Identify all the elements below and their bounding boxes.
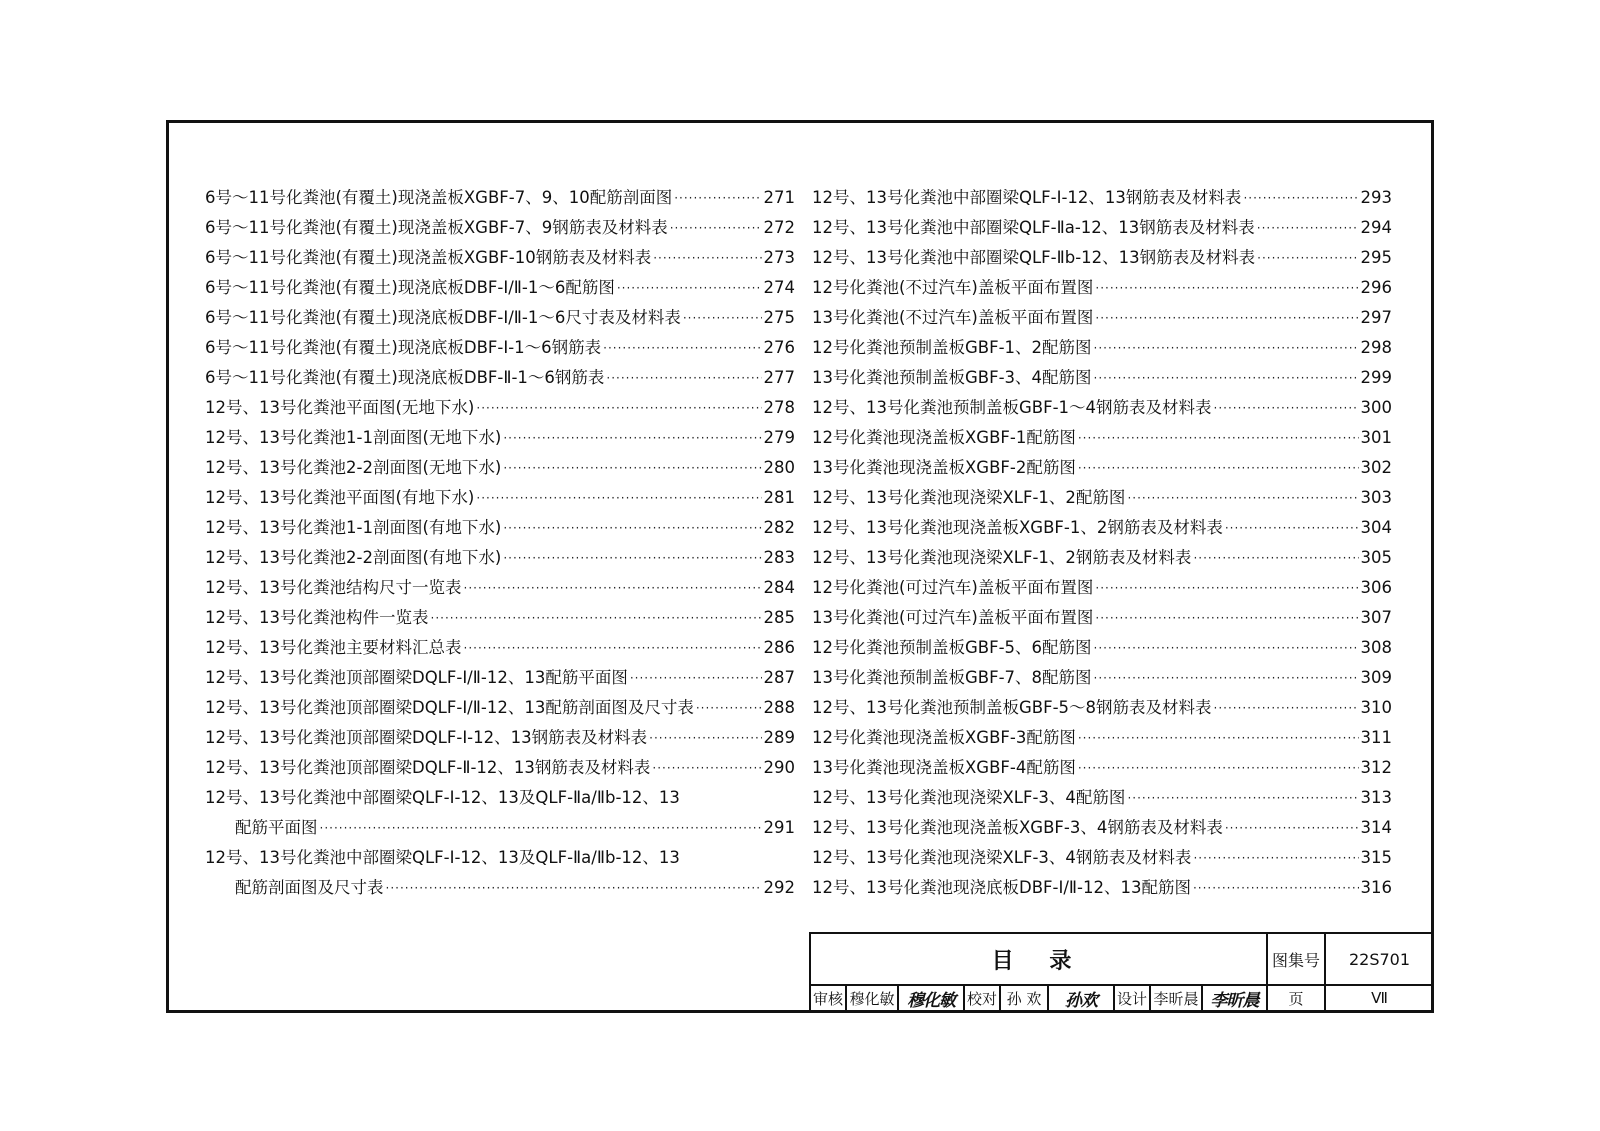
toc-entry <box>812 423 1392 453</box>
design-name: 李昕晨 <box>1149 984 1201 1012</box>
dot-leader <box>431 603 762 633</box>
toc-entry-title: 12号、13号化粪池现浇梁XLF-3、4配筋图 <box>812 788 1126 807</box>
toc-entry <box>812 573 1392 603</box>
toc-entry-title: 13号化粪池预制盖板GBF-7、8配筋图 <box>812 668 1092 687</box>
toc-entry-title: 13号化粪池预制盖板GBF-3、4配筋图 <box>812 368 1092 387</box>
toc-entry-title: 12号化粪池(可过汽车)盖板平面布置图 <box>812 578 1094 597</box>
toc-entry-page: 275 <box>763 308 795 327</box>
toc-entry-title-line2: 配筋剖面图及尺寸表 <box>235 878 384 897</box>
toc-entry-title: 13号化粪池现浇盖板XGBF-4配筋图 <box>812 758 1076 777</box>
toc-entry-line2 <box>205 873 795 903</box>
toc-entry-title: 12号、13号化粪池预制盖板GBF-1～4钢筋表及材料表 <box>812 398 1212 417</box>
dot-leader <box>1094 363 1359 393</box>
toc-entry-page: 307 <box>1360 608 1392 627</box>
toc-entry-page: 302 <box>1360 458 1392 477</box>
toc-entry <box>812 363 1392 393</box>
toc-entry-page: 274 <box>763 278 795 297</box>
toc-entry <box>205 633 795 663</box>
toc-entry-page: 313 <box>1360 788 1392 807</box>
dot-leader <box>320 813 762 843</box>
toc-entry <box>812 483 1392 513</box>
toc-entry-page: 296 <box>1360 278 1392 297</box>
toc-entry <box>205 513 795 543</box>
toc-entry-page: 310 <box>1360 698 1392 717</box>
toc-entry <box>205 183 795 213</box>
toc-entry-page: 285 <box>763 608 795 627</box>
toc-entry <box>812 183 1392 213</box>
toc-entry <box>205 483 795 513</box>
page-label: 页 <box>1266 984 1324 1012</box>
toc-entry <box>812 453 1392 483</box>
toc-entry-page: 276 <box>763 338 795 357</box>
toc-left-column <box>205 183 795 903</box>
toc-entry-page: 283 <box>763 548 795 567</box>
toc-entry-page: 308 <box>1360 638 1392 657</box>
toc-entry-page: 304 <box>1360 518 1392 537</box>
dot-leader <box>1225 513 1359 543</box>
toc-entry-title: 12号化粪池预制盖板GBF-5、6配筋图 <box>812 638 1092 657</box>
toc-entry <box>812 873 1392 903</box>
dot-leader <box>464 573 762 603</box>
toc-entry-title: 12号、13号化粪池顶部圈梁DQLF-Ⅰ/Ⅱ-12、13配筋平面图 <box>205 668 628 687</box>
page-number: Ⅶ <box>1324 984 1433 1012</box>
toc-entry-page: 279 <box>763 428 795 447</box>
design-label: 设计 <box>1113 984 1149 1012</box>
toc-entry-page: 272 <box>763 218 795 237</box>
sheet-title: 目 录 <box>991 948 1086 974</box>
toc-entry-page: 292 <box>763 878 795 897</box>
dot-leader <box>503 453 761 483</box>
toc-entry-line2 <box>205 813 795 843</box>
toc-entry <box>205 693 795 723</box>
toc-entry <box>812 543 1392 573</box>
toc-entry <box>812 603 1392 633</box>
toc-entry-title: 12号化粪池现浇盖板XGBF-1配筋图 <box>812 428 1076 447</box>
dot-leader <box>1095 573 1358 603</box>
toc-entry-title: 6号～11号化粪池(有覆土)现浇盖板XGBF-7、9、10配筋剖面图 <box>205 188 673 207</box>
toc-entry-page: 291 <box>763 818 795 837</box>
toc-entry <box>205 393 795 423</box>
toc-entry-title: 12号、13号化粪池现浇梁XLF-3、4钢筋表及材料表 <box>812 848 1192 867</box>
toc-entry-page: 314 <box>1360 818 1392 837</box>
toc-entry-title: 12号化粪池预制盖板GBF-1、2配筋图 <box>812 338 1092 357</box>
toc-entry-title: 12号、13号化粪池中部圈梁QLF-Ⅰ-12、13钢筋表及材料表 <box>812 188 1242 207</box>
toc-entry-page: 273 <box>763 248 795 267</box>
toc-entry <box>205 363 795 393</box>
toc-right-column <box>812 183 1392 903</box>
dot-leader <box>1078 753 1359 783</box>
toc-entry-page: 300 <box>1360 398 1392 417</box>
dot-leader <box>1214 693 1359 723</box>
toc-entry-page: 290 <box>763 758 795 777</box>
toc-entry-title: 12号、13号化粪池结构尺寸一览表 <box>205 578 462 597</box>
toc-entry-page: 278 <box>763 398 795 417</box>
dot-leader <box>1257 213 1359 243</box>
toc-entry-title: 6号～11号化粪池(有覆土)现浇底板DBF-Ⅱ-1～6钢筋表 <box>205 368 605 387</box>
check-name: 孙 欢 <box>999 984 1047 1012</box>
toc-entry <box>812 693 1392 723</box>
dot-leader <box>617 273 762 303</box>
review-signature: 穆化敏 <box>897 984 963 1012</box>
toc-entry <box>205 663 795 693</box>
dot-leader <box>1095 303 1358 333</box>
toc-entry-title-line2: 配筋平面图 <box>235 818 318 837</box>
toc-entry <box>812 513 1392 543</box>
toc-entry-page: 287 <box>763 668 795 687</box>
design-signature: 李昕晨 <box>1201 984 1266 1012</box>
toc-entry <box>812 243 1392 273</box>
toc-entry-page: 284 <box>763 578 795 597</box>
toc-entry-title-line1: 12号、13号化粪池中部圈梁QLF-Ⅰ-12、13及QLF-Ⅱa/Ⅱb-12、13 <box>205 848 680 867</box>
toc-entry <box>812 333 1392 363</box>
toc-entry <box>812 813 1392 843</box>
toc-entry-title: 12号、13号化粪池现浇梁XLF-1、2钢筋表及材料表 <box>812 548 1192 567</box>
toc-entry-title: 12号、13号化粪池顶部圈梁DQLF-Ⅰ/Ⅱ-12、13配筋剖面图及尺寸表 <box>205 698 694 717</box>
dot-leader <box>1094 633 1359 663</box>
toc-entry <box>812 633 1392 663</box>
toc-entry <box>205 753 795 783</box>
dot-leader <box>606 363 761 393</box>
check-signature: 孙欢 <box>1047 984 1113 1012</box>
toc-entry-page: 297 <box>1360 308 1392 327</box>
toc-entry-multiline <box>205 783 795 843</box>
toc-entry <box>205 723 795 753</box>
toc-entry-title: 6号～11号化粪池(有覆土)现浇底板DBF-Ⅰ-1～6钢筋表 <box>205 338 602 357</box>
title-block-row-bottom <box>811 984 1431 1012</box>
atlas-number-label: 图集号 <box>1266 934 1324 984</box>
toc-entry <box>205 303 795 333</box>
toc-entry-title: 12号、13号化粪池构件一览表 <box>205 608 429 627</box>
toc-entry-title: 6号～11号化粪池(有覆土)现浇底板DBF-Ⅰ/Ⅱ-1～6尺寸表及材料表 <box>205 308 681 327</box>
toc-entry-title: 12号、13号化粪池现浇底板DBF-Ⅰ/Ⅱ-12、13配筋图 <box>812 878 1191 897</box>
toc-entry-title: 12号、13号化粪池2-2剖面图(有地下水) <box>205 548 502 567</box>
toc-entry <box>205 423 795 453</box>
dot-leader <box>1193 843 1358 873</box>
toc-entry <box>812 273 1392 303</box>
dot-leader <box>1078 723 1359 753</box>
dot-leader <box>683 303 762 333</box>
toc-entry <box>812 723 1392 753</box>
toc-entry-page: 277 <box>763 368 795 387</box>
dot-leader <box>503 513 761 543</box>
toc-entry-page: 303 <box>1360 488 1392 507</box>
toc-entry-title: 12号、13号化粪池1-1剖面图(无地下水) <box>205 428 502 447</box>
toc-entry-title: 13号化粪池(可过汽车)盖板平面布置图 <box>812 608 1094 627</box>
toc-entry-page: 282 <box>763 518 795 537</box>
toc-entry-title: 13号化粪池现浇盖板XGBF-2配筋图 <box>812 458 1076 477</box>
toc-entry-title: 12号、13号化粪池现浇盖板XGBF-3、4钢筋表及材料表 <box>812 818 1223 837</box>
dot-leader <box>652 753 761 783</box>
dot-leader <box>1225 813 1359 843</box>
toc-entry <box>205 243 795 273</box>
toc-entry-title: 13号化粪池(不过汽车)盖板平面布置图 <box>812 308 1094 327</box>
dot-leader <box>649 723 761 753</box>
toc-entry <box>205 573 795 603</box>
dot-leader <box>1095 603 1358 633</box>
toc-entry-title: 12号化粪池现浇盖板XGBF-3配筋图 <box>812 728 1076 747</box>
toc-entry-page: 295 <box>1360 248 1392 267</box>
toc-entry <box>812 393 1392 423</box>
toc-entry-title: 12号、13号化粪池主要材料汇总表 <box>205 638 462 657</box>
toc-entry <box>812 213 1392 243</box>
toc-entry-page: 288 <box>763 698 795 717</box>
toc-entry-page: 312 <box>1360 758 1392 777</box>
toc-entry-page: 311 <box>1360 728 1392 747</box>
toc-entry-page: 289 <box>763 728 795 747</box>
toc-entry-page: 281 <box>763 488 795 507</box>
toc-entry-title: 6号～11号化粪池(有覆土)现浇盖板XGBF-10钢筋表及材料表 <box>205 248 652 267</box>
dot-leader <box>386 873 762 903</box>
dot-leader <box>503 543 761 573</box>
toc-entry-page: 271 <box>763 188 795 207</box>
toc-entry-page: 315 <box>1360 848 1392 867</box>
atlas-number: 22S701 <box>1324 934 1433 984</box>
dot-leader <box>670 213 762 243</box>
toc-entry-title: 12号、13号化粪池现浇梁XLF-1、2配筋图 <box>812 488 1126 507</box>
dot-leader <box>476 483 761 513</box>
toc-entry <box>205 543 795 573</box>
toc-entry <box>205 603 795 633</box>
toc-entry-title: 12号、13号化粪池顶部圈梁DQLF-Ⅰ-12、13钢筋表及材料表 <box>205 728 648 747</box>
dot-leader <box>503 423 761 453</box>
review-name: 穆化敏 <box>845 984 897 1012</box>
toc-entry <box>205 273 795 303</box>
dot-leader <box>1193 543 1358 573</box>
toc-entry <box>812 663 1392 693</box>
toc-entry-page: 306 <box>1360 578 1392 597</box>
toc-entry-page: 309 <box>1360 668 1392 687</box>
toc-entry-page: 298 <box>1360 338 1392 357</box>
toc-entry-page: 280 <box>763 458 795 477</box>
dot-leader <box>1257 243 1358 273</box>
dot-leader <box>1078 423 1359 453</box>
toc-entry-page: 316 <box>1360 878 1392 897</box>
dot-leader <box>464 633 762 663</box>
toc-entry <box>205 453 795 483</box>
dot-leader <box>674 183 761 213</box>
dot-leader <box>1127 483 1358 513</box>
toc-entry-title: 12号化粪池(不过汽车)盖板平面布置图 <box>812 278 1094 297</box>
toc-entry-title: 12号、13号化粪池中部圈梁QLF-Ⅱa-12、13钢筋表及材料表 <box>812 218 1255 237</box>
toc-entry <box>812 753 1392 783</box>
dot-leader <box>1193 873 1359 903</box>
dot-leader <box>1127 783 1358 813</box>
title-block <box>809 932 1431 1010</box>
toc-entry-title: 12号、13号化粪池平面图(无地下水) <box>205 398 475 417</box>
toc-entry-page: 299 <box>1360 368 1392 387</box>
dot-leader <box>603 333 761 363</box>
title-block-row-top <box>811 934 1431 986</box>
toc-entry <box>205 213 795 243</box>
toc-entry-page: 286 <box>763 638 795 657</box>
dot-leader <box>696 693 762 723</box>
toc-entry-page: 305 <box>1360 548 1392 567</box>
toc-entry-title: 12号、13号化粪池预制盖板GBF-5～8钢筋表及材料表 <box>812 698 1212 717</box>
toc-entry <box>812 843 1392 873</box>
toc-entry-page: 294 <box>1360 218 1392 237</box>
toc-entry <box>812 783 1392 813</box>
dot-leader <box>1214 393 1359 423</box>
toc-entry-title: 6号～11号化粪池(有覆土)现浇盖板XGBF-7、9钢筋表及材料表 <box>205 218 668 237</box>
toc-entry-page: 301 <box>1360 428 1392 447</box>
toc-entry-page: 293 <box>1360 188 1392 207</box>
toc-entry <box>812 303 1392 333</box>
dot-leader <box>1094 663 1359 693</box>
dot-leader <box>1094 333 1359 363</box>
toc-entry-title: 6号～11号化粪池(有覆土)现浇底板DBF-Ⅰ/Ⅱ-1～6配筋图 <box>205 278 615 297</box>
toc-entry-title-line1: 12号、13号化粪池中部圈梁QLF-Ⅰ-12、13及QLF-Ⅱa/Ⅱb-12、13 <box>205 788 680 807</box>
check-label: 校对 <box>963 984 999 1012</box>
dot-leader <box>630 663 762 693</box>
dot-leader <box>1095 273 1358 303</box>
dot-leader <box>653 243 761 273</box>
toc-entry-title: 12号、13号化粪池顶部圈梁DQLF-Ⅱ-12、13钢筋表及材料表 <box>205 758 651 777</box>
toc-entry-multiline <box>205 843 795 903</box>
toc-entry-title: 12号、13号化粪池平面图(有地下水) <box>205 488 475 507</box>
toc-entry-title: 12号、13号化粪池现浇盖板XGBF-1、2钢筋表及材料表 <box>812 518 1223 537</box>
toc-entry <box>205 333 795 363</box>
toc-entry-title: 12号、13号化粪池2-2剖面图(无地下水) <box>205 458 502 477</box>
dot-leader <box>476 393 761 423</box>
review-label: 审核 <box>812 989 843 1008</box>
dot-leader <box>1078 453 1359 483</box>
toc-entry-title: 12号、13号化粪池1-1剖面图(有地下水) <box>205 518 502 537</box>
toc-entry-title: 12号、13号化粪池中部圈梁QLF-Ⅱb-12、13钢筋表及材料表 <box>812 248 1256 267</box>
dot-leader <box>1243 183 1358 213</box>
